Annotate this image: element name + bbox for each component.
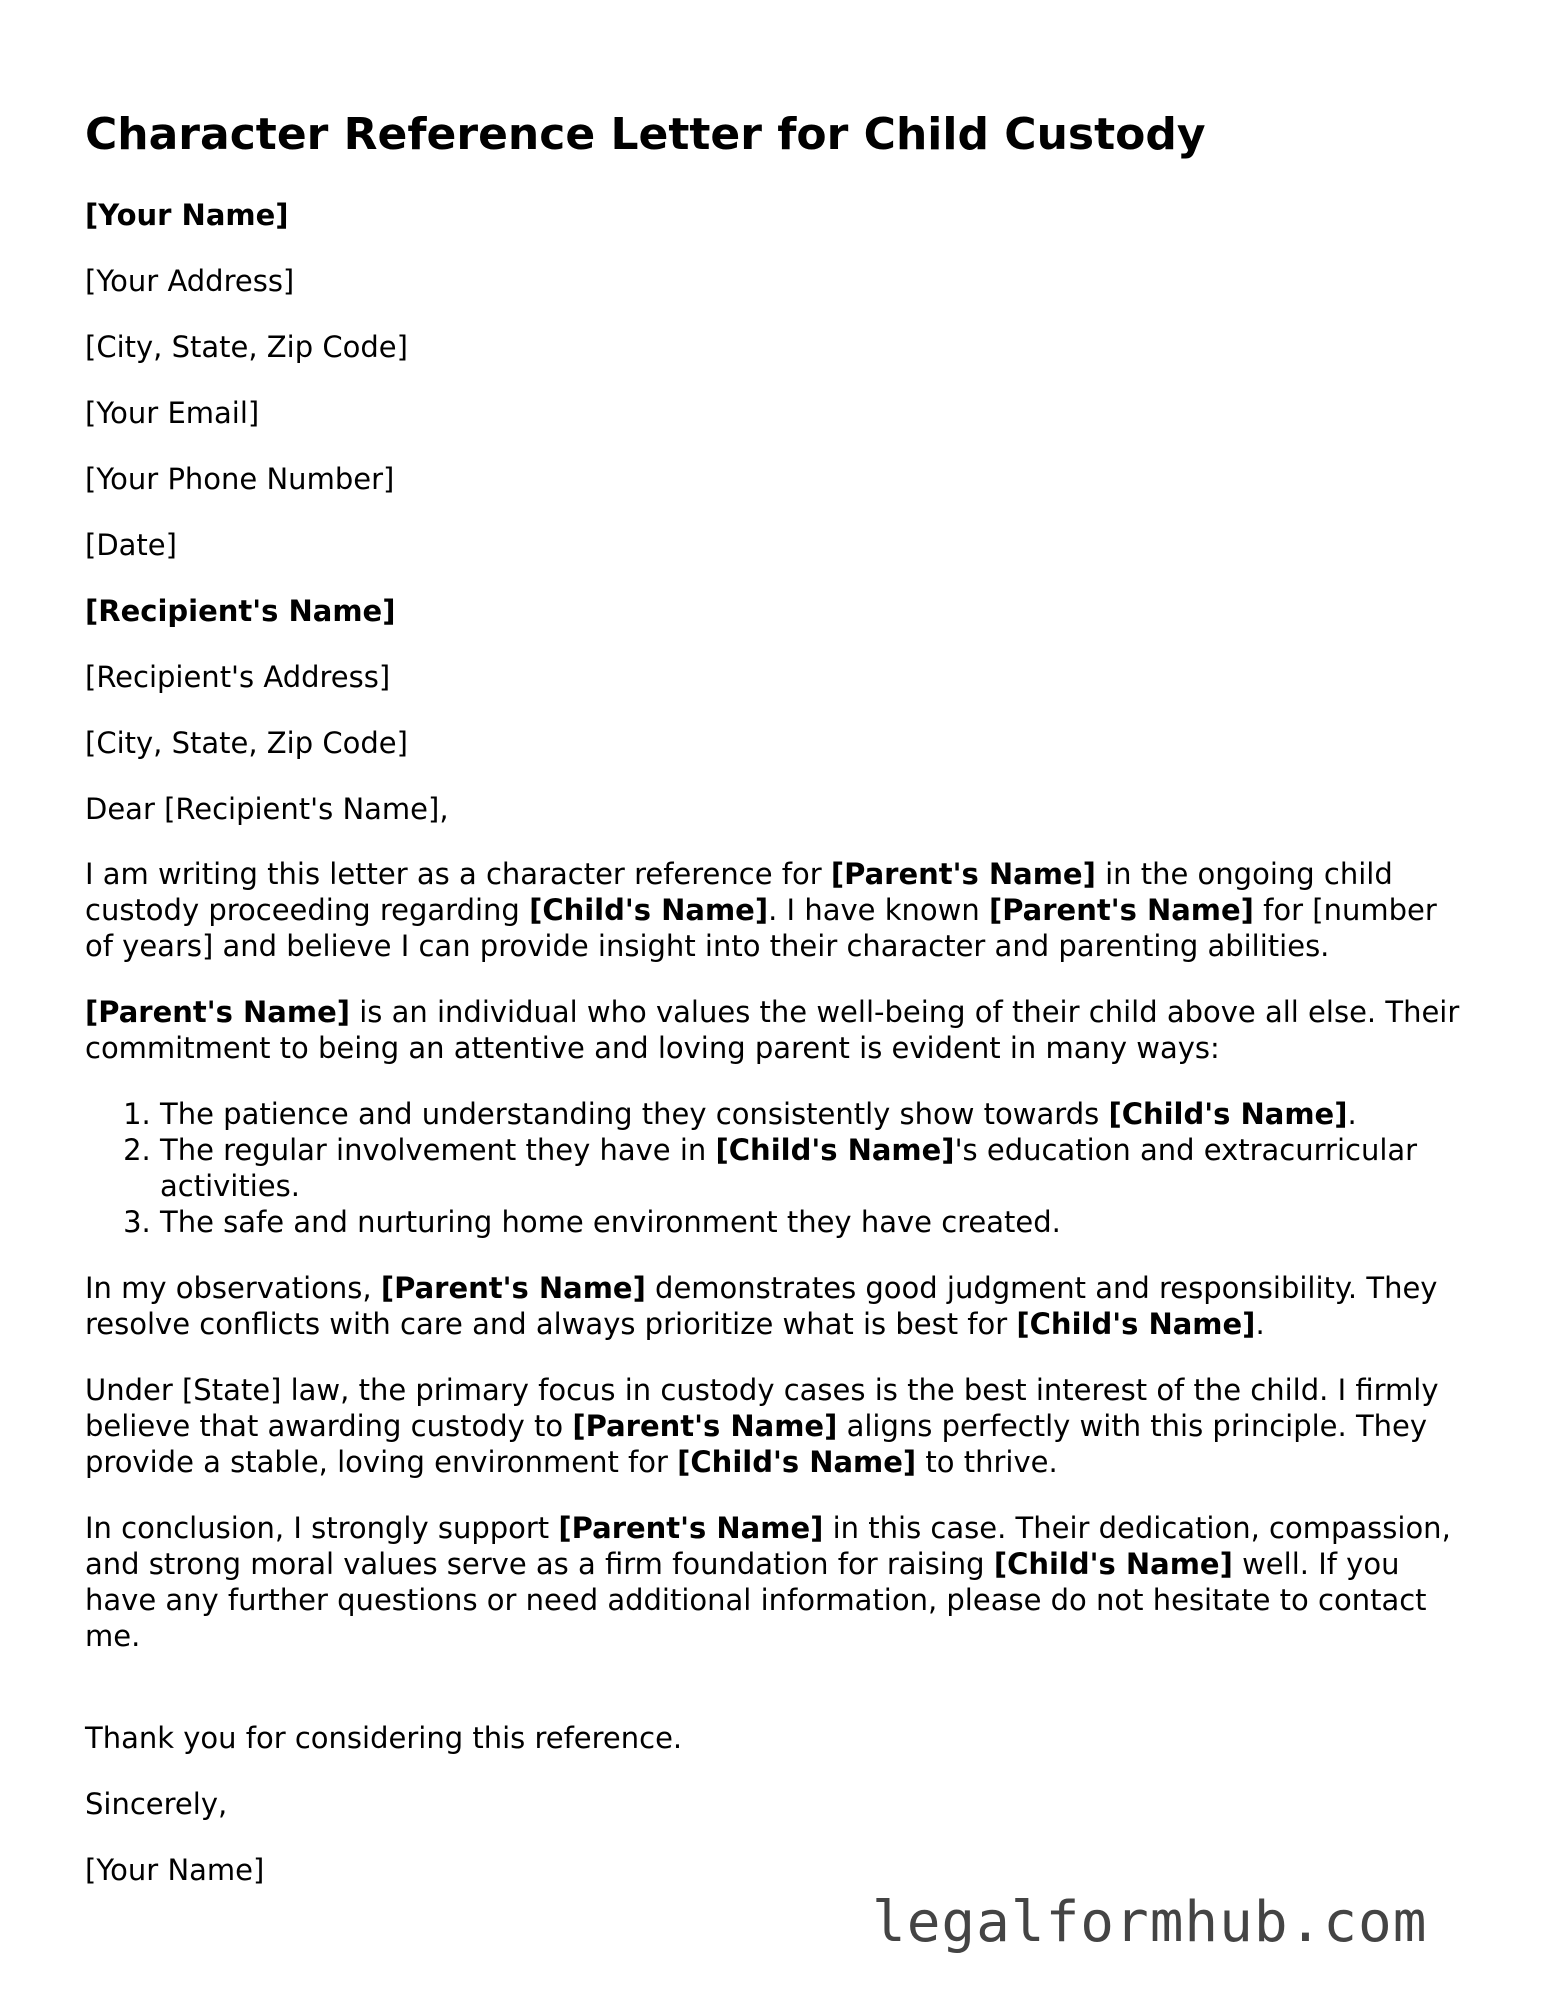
parent-name-placeholder: [Parent's Name] <box>572 1409 838 1443</box>
sender-email: [Your Email] <box>85 396 260 430</box>
text: demonstrates good judgment and responsibility. They resolve conflicts with care and always prioritize what is best for <box>85 1271 1438 1341</box>
child-name-placeholder: [Child's Name] <box>677 1445 917 1479</box>
sender-address: [Your Address] <box>85 264 295 298</box>
salutation: Dear [Recipient's Name], <box>85 792 449 826</box>
paragraph-introduction <box>85 856 1465 964</box>
qualities-list <box>85 1096 1465 1240</box>
paragraph-values <box>85 994 1465 1066</box>
parent-name-placeholder: [Parent's Name] <box>380 1271 646 1305</box>
child-name-placeholder: [Child's Name] <box>529 893 769 927</box>
child-name-placeholder: [Child's Name] <box>993 1547 1233 1581</box>
parent-name-placeholder: [Parent's Name] <box>558 1511 824 1545</box>
parent-name-placeholder: [Parent's Name] <box>988 893 1254 927</box>
text: . <box>1347 1097 1357 1131</box>
address-block <box>85 197 1465 827</box>
letter-date: [Date] <box>85 528 177 562</box>
text: In my observations, <box>85 1271 381 1305</box>
child-name-placeholder: [Child's Name] <box>1108 1097 1348 1131</box>
text: The patience and understanding they consistently show towards <box>160 1097 1109 1131</box>
child-name-placeholder: [Child's Name] <box>715 1133 955 1167</box>
parent-name-placeholder: [Parent's Name] <box>85 995 350 1029</box>
signature-name: [Your Name] <box>85 1853 265 1887</box>
thanks-line: Thank you for considering this reference. <box>85 1721 683 1755</box>
child-name-placeholder: [Child's Name] <box>1016 1307 1256 1341</box>
list-item <box>160 1096 1465 1132</box>
paragraph-observations <box>85 1270 1465 1342</box>
text: 's education and extracurricular activities. <box>160 1133 1418 1203</box>
parent-name-placeholder: [Parent's Name] <box>830 857 1096 891</box>
paragraph-state-law <box>85 1372 1465 1480</box>
paragraph-conclusion <box>85 1510 1465 1654</box>
text: to thrive. <box>916 1445 1058 1479</box>
recipient-address: [Recipient's Address] <box>85 660 391 694</box>
text: in the ongoing child custody proceeding regarding <box>85 857 1393 927</box>
letter-body <box>85 856 1465 1684</box>
recipient-name: [Recipient's Name] <box>85 594 396 628</box>
list-item <box>160 1132 1465 1204</box>
text: for [number of years] and believe I can provide insight into their character and parenting abilities. <box>85 893 1437 963</box>
text: Under [State] law, the primary focus in custody cases is the best interest of the child. I firmly believe that awarding custody to <box>85 1373 1439 1443</box>
sender-phone: [Your Phone Number] <box>85 462 395 496</box>
text: in this case. Their dedication, compassion, and strong moral values serve as a firm foundation for raising <box>85 1511 1451 1581</box>
text: The regular involvement they have in <box>160 1133 716 1167</box>
text: I am writing this letter as a character reference for <box>85 857 831 891</box>
text: . I have known <box>768 893 989 927</box>
text: The safe and nurturing home environment they have created. <box>160 1205 1061 1239</box>
text: well. If you have any further questions or need additional information, please do not hesitate to contact me. <box>85 1547 1427 1653</box>
recipient-city-state-zip: [City, State, Zip Code] <box>85 726 408 760</box>
closing-block <box>85 1720 1465 1888</box>
watermark: legalformhub.com <box>872 1890 1428 1955</box>
sender-name: [Your Name] <box>85 198 289 232</box>
text: In conclusion, I strongly support <box>85 1511 559 1545</box>
text: is an individual who values the well-being of their child above all else. Their commitment to being an attentive and loving parent is evident in many ways: <box>85 995 1460 1065</box>
sender-city-state-zip: [City, State, Zip Code] <box>85 330 408 364</box>
list-item <box>160 1204 1465 1240</box>
text: aligns perfectly with this principle. They provide a stable, loving environment for <box>85 1409 1428 1479</box>
page-title: Character Reference Letter for Child Custody <box>85 109 1206 160</box>
text: . <box>1255 1307 1265 1341</box>
signoff: Sincerely, <box>85 1787 228 1821</box>
